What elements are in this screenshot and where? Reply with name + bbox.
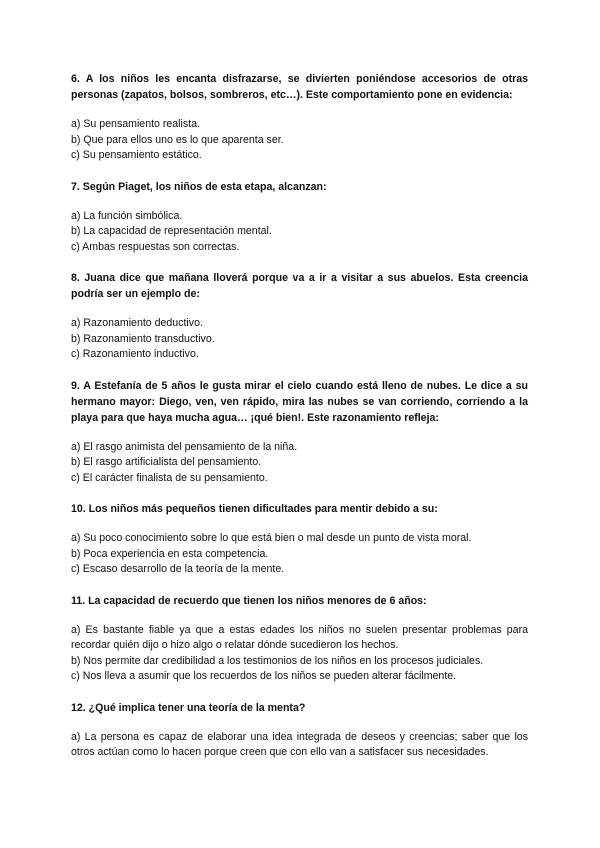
answer-option: c) Razonamiento inductivo. xyxy=(71,348,199,360)
question-text: 6. A los niños les encanta disfrazarse, se divierten poniéndose accesorios de otras personas (zapatos, bolsos, sombreros, etc…). Este comportamiento pone en evidencia: xyxy=(71,73,528,101)
question-block-7 xyxy=(71,179,528,256)
answer-list xyxy=(71,440,528,487)
answer-option: a) Es bastante fiable ya que a estas edades los niños no suelen presentar problemas para recordar quién dijo o hizo algo o relatar dónde sucedieron los hechos. xyxy=(71,623,528,651)
answer-option: b) Nos permite dar credibilidad a los testimonios de los niños en los procesos judiciales. xyxy=(71,654,484,667)
answer-option: b) Poca experiencia en esta competencia. xyxy=(71,547,269,560)
answer-option: c) Su pensamiento estático. xyxy=(71,149,202,161)
answer-option: b) El rasgo artificialista del pensamiento. xyxy=(71,456,262,468)
answer-option: a) La función simbólica. xyxy=(71,209,183,222)
answer-option: a) El rasgo animista del pensamiento de la niña. xyxy=(71,440,298,453)
question-text: 11. La capacidad de recuerdo que tienen los niños menores de 6 años: xyxy=(71,594,427,607)
answer-list xyxy=(71,531,528,578)
answer-option: c) Escaso desarrollo de la teoría de la mente. xyxy=(71,563,285,575)
question-block-11 xyxy=(71,593,528,685)
question-block-12 xyxy=(71,700,528,761)
answer-option: a) Razonamiento deductivo. xyxy=(71,317,203,329)
answer-list xyxy=(71,117,528,164)
question-text: 12. ¿Qué implica tener una teoría de la menta? xyxy=(71,701,306,714)
question-text: 10. Los niños más pequeños tienen dificultades para mentir debido a su: xyxy=(71,503,438,515)
question-text: 7. Según Piaget, los niños de esta etapa, alcanzan: xyxy=(71,180,327,193)
question-text: 8. Juana dice que mañana lloverá porque va a ir a visitar a sus abuelos. Esta creencia podría ser un ejemplo de: xyxy=(71,272,528,300)
answer-list xyxy=(71,730,528,761)
question-block-6 xyxy=(71,71,528,164)
answer-option: b) Que para ellos uno es lo que aparenta ser. xyxy=(71,133,284,146)
answer-list xyxy=(71,209,528,256)
answer-option: b) La capacidad de representación mental. xyxy=(71,225,272,237)
question-list xyxy=(71,71,528,776)
answer-option: a) La persona es capaz de elaborar una idea integrada de deseos y creencias; saber que los otros actúan como lo hacen porque creen que con ello van a satisfacer sus necesidades. xyxy=(71,730,528,758)
question-block-9 xyxy=(71,378,528,487)
question-block-10 xyxy=(71,501,528,578)
question-block-8 xyxy=(71,270,528,363)
answer-option: a) Su poco conocimiento sobre lo que está bien o mal desde un punto de vista moral. xyxy=(71,532,472,544)
answer-option: a) Su pensamiento realista. xyxy=(71,118,200,130)
answer-option: c) El carácter finalista de su pensamiento. xyxy=(71,471,268,484)
answer-list xyxy=(71,623,528,685)
answer-option: b) Razonamiento transductivo. xyxy=(71,332,215,345)
answer-list xyxy=(71,316,528,363)
question-text: 9. A Estefanía de 5 años le gusta mirar el cielo cuando está lleno de nubes. Le dice a su hermano mayor: Diego, ven, ven rápido, mira las nubes se van corriendo, corriendo a la playa para que haya mucha agua… ¡qué bien!. Este razonamiento refleja: xyxy=(71,379,528,424)
answer-option: c) Ambas respuestas son correctas. xyxy=(71,240,240,253)
answer-option: c) Nos lleva a asumir que los recuerdos de los niños se pueden alterar fácilmente. xyxy=(71,670,457,682)
